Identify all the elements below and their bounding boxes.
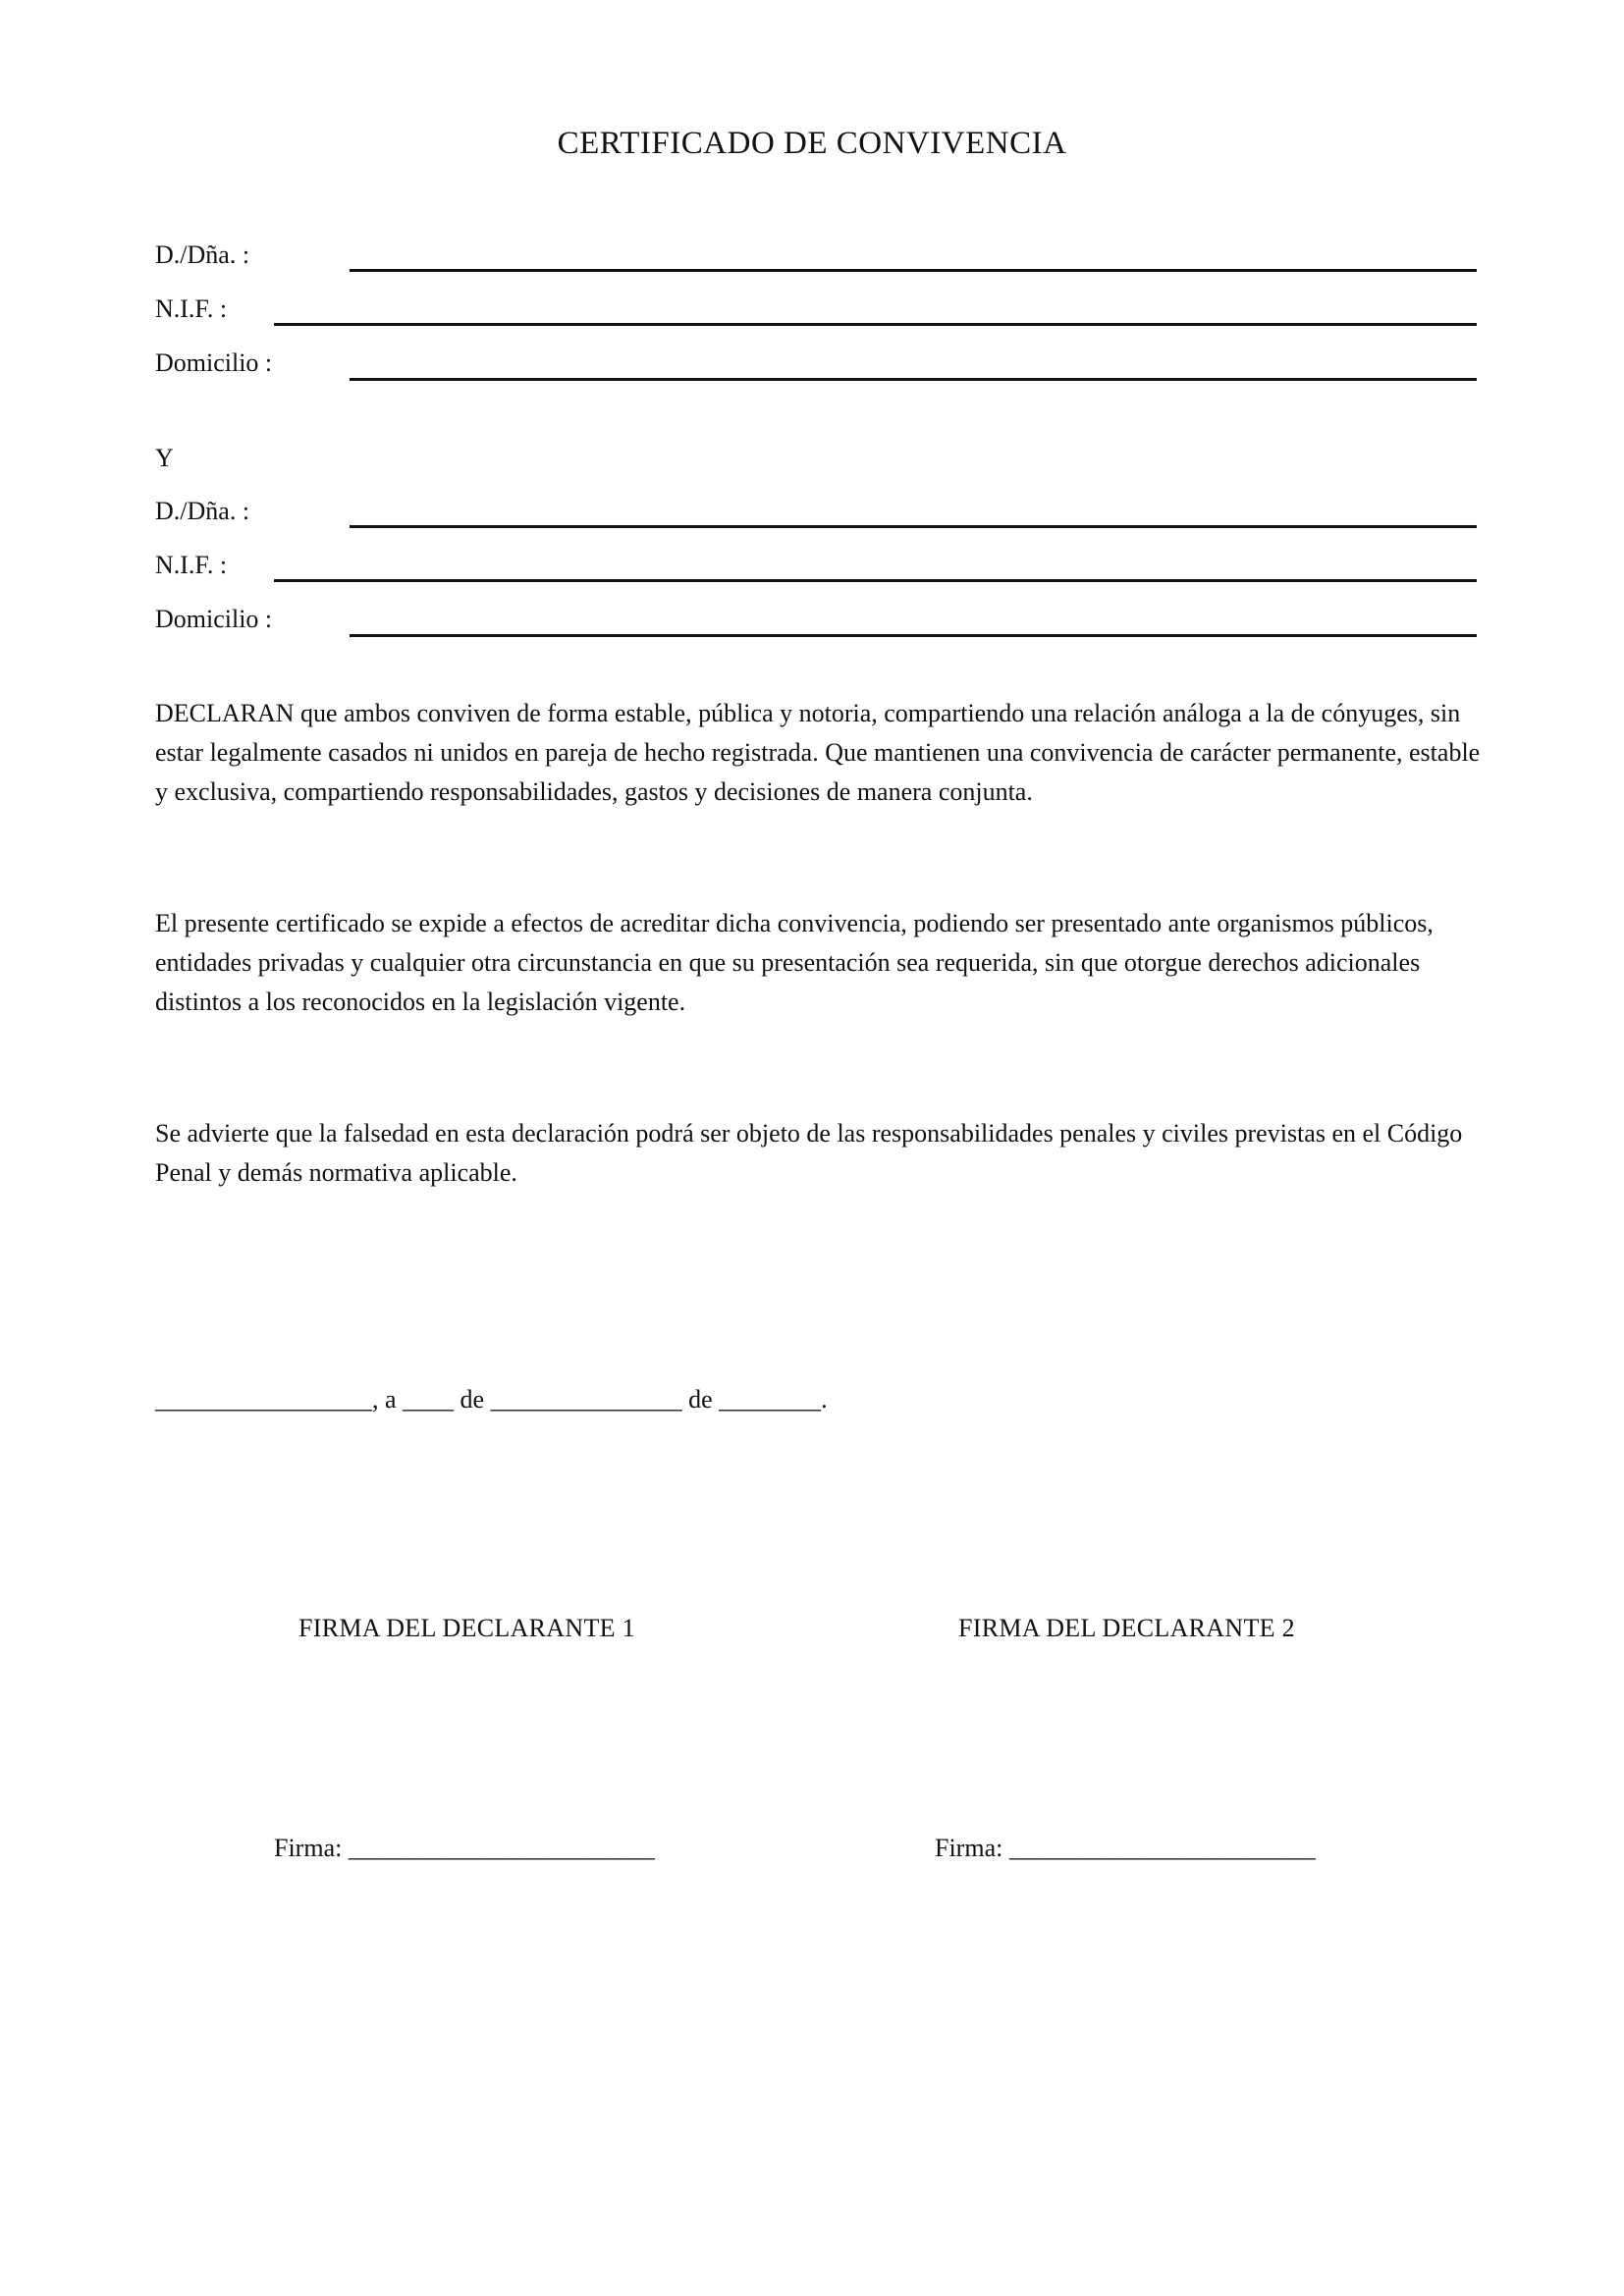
- purpose-paragraph: El presente certificado se expide a efectos de acreditar dicha convivencia, podiendo ser presentado ante organismos públicos, entidades privadas y cualquier otra circunstancia en que su presentación sea requerida, sin que otorgue derechos adicionales distintos a los reconocidos en la legislación vigente.: [155, 909, 1434, 1016]
- warning-paragraph: Se advierte que la falsedad en esta declaración podrá ser objeto de las responsabilidades penales y civiles previstas en el Código Penal y demás normativa aplicable.: [155, 1119, 1463, 1187]
- signature-1-title: FIRMA DEL DECLARANTE 1: [298, 1614, 635, 1642]
- person-1-name-field[interactable]: [350, 269, 1477, 272]
- signature-2-title: FIRMA DEL DECLARANTE 2: [958, 1614, 1295, 1642]
- person-1-address-label: Domicilio :: [155, 348, 273, 377]
- document-title: CERTIFICADO DE CONVIVENCIA: [557, 126, 1067, 161]
- person-1-name-label: D./Dña. :: [155, 240, 250, 269]
- person-2-address-field[interactable]: [350, 634, 1477, 637]
- signature-1-line[interactable]: Firma: ________________________: [274, 1834, 655, 1862]
- person-2-nif-field[interactable]: [274, 579, 1477, 582]
- declaration-paragraph: DECLARAN que ambos conviven de forma estable, pública y notoria, compartiendo una relación análoga a la de cónyuges, sin estar legalmente casados ni unidos en pareja de hecho registrada. Que mantienen una convivencia de carácter permanente, estable y exclusiva, compartiendo responsabilidades, gastos y decisiones de manera conjunta.: [155, 699, 1481, 806]
- person-2-address-label: Domicilio :: [155, 605, 273, 633]
- person-2-name-label: D./Dña. :: [155, 497, 250, 525]
- place-date-line[interactable]: _________________, a ____ de _______________ de ________.: [155, 1385, 828, 1414]
- person-2-nif-label: N.I.F. :: [155, 551, 228, 579]
- person-1-address-field[interactable]: [350, 378, 1477, 381]
- person-1-nif-field[interactable]: [274, 323, 1477, 326]
- signature-2-line[interactable]: Firma: ________________________: [935, 1834, 1316, 1862]
- conjunction-label: Y: [155, 444, 174, 472]
- person-1-nif-label: N.I.F. :: [155, 294, 228, 323]
- person-2-name-field[interactable]: [350, 525, 1477, 528]
